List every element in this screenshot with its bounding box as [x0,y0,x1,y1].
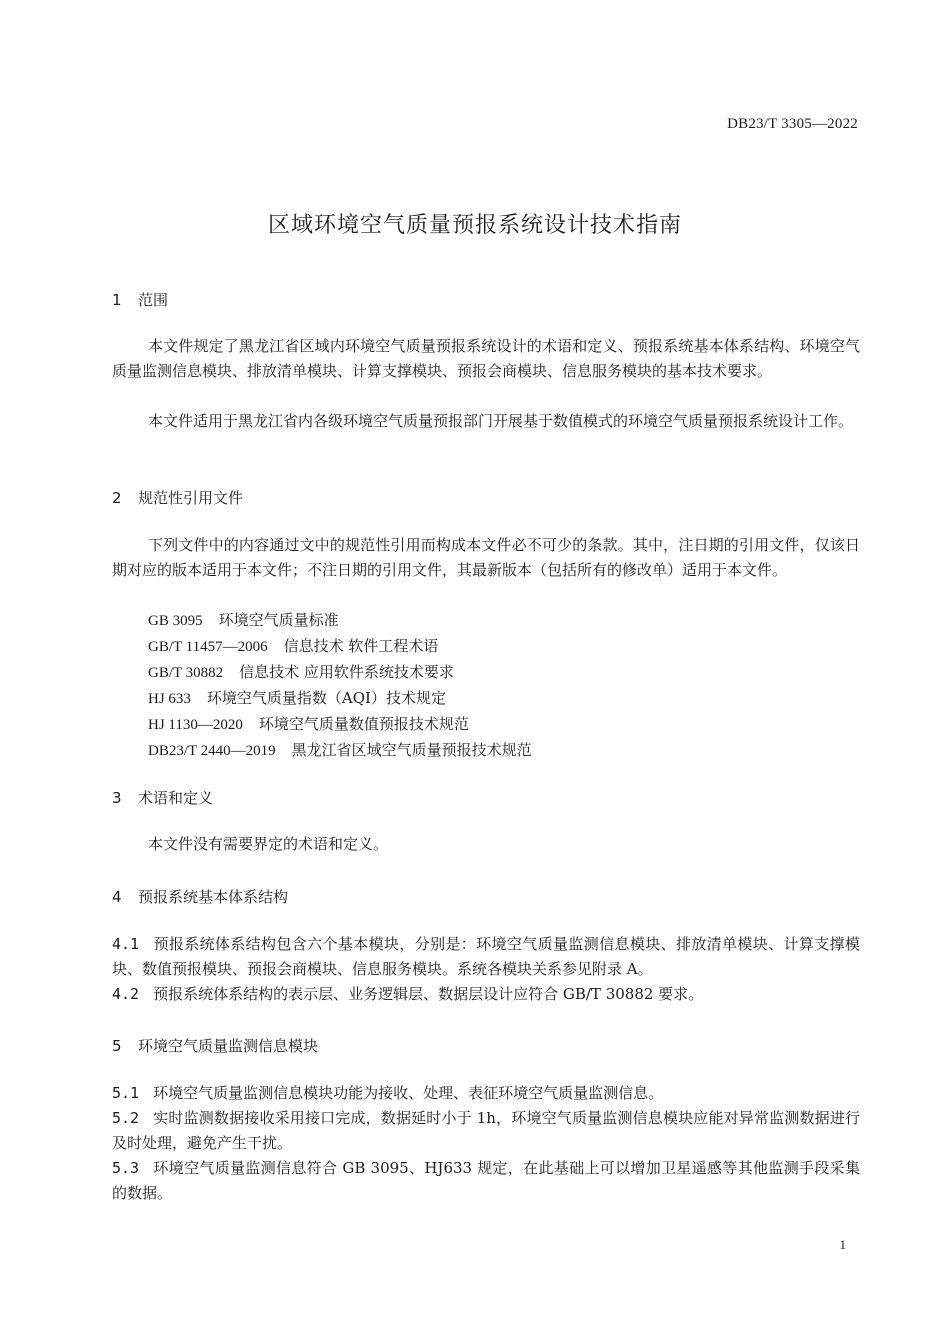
section-number: 4 [112,888,122,906]
reference-code: GB/T 11457—2006 [148,639,268,655]
clause-number: 5.2 [112,1109,140,1127]
section-1-paragraph-1: 本文件规定了黑龙江省区域内环境空气质量预报系统设计的术语和定义、预报系统基本体系结构、环境空气质量监测信息模块、排放清单模块、计算支撑模块、预报会商模块、信息服务模块的基本技术要求。 [112,337,860,380]
reference-title: 信息技术 软件工程术语 [283,637,439,655]
clause-4-1 [112,932,860,982]
section-5-heading [112,1035,318,1056]
reference-item [148,660,532,686]
reference-title: 环境空气质量指数（AQI）技术规定 [206,689,446,707]
section-number: 1 [112,291,122,309]
section-2-heading [112,487,243,508]
section-title: 预报系统基本体系结构 [138,888,289,906]
reference-code: GB 3095 [148,613,203,629]
section-3-heading [112,787,213,808]
reference-code: DB23/T 2440—2019 [148,743,276,759]
clause-4-2 [112,982,860,1007]
reference-code: GB/T 30882 [148,665,224,681]
clause-5-3 [112,1156,860,1206]
document-number: DB23/T 3305—2022 [727,116,858,132]
normative-references-list [148,608,532,764]
reference-item [148,686,532,712]
clause-5-1 [112,1081,860,1106]
section-3-paragraph-1: 本文件没有需要界定的术语和定义。 [148,835,389,853]
reference-item [148,608,532,634]
clause-number: 5.1 [112,1084,140,1102]
section-4-heading [112,886,288,907]
reference-item [148,712,532,738]
section-title: 术语和定义 [138,789,214,807]
clause-5-2 [112,1106,860,1156]
section-title: 规范性引用文件 [138,489,244,507]
section-1-paragraph-2: 本文件适用于黑龙江省内各级环境空气质量预报部门开展基于数值模式的环境空气质量预报系统设计工作。 [148,412,854,430]
section-title: 范围 [138,291,169,309]
reference-item [148,634,532,660]
section-title: 环境空气质量监测信息模块 [138,1037,319,1055]
reference-title: 环境空气质量数值预报技术规范 [258,715,469,733]
clause-number: 4.1 [112,935,140,953]
section-1-heading [112,289,168,310]
reference-title: 黑龙江省区域空气质量预报技术规范 [291,741,532,759]
reference-code: HJ 1130—2020 [148,717,243,733]
clause-text: 预报系统体系结构包含六个基本模块，分别是：环境空气质量监测信息模块、排放清单模块、计算支撑模块、数值预报模块、预报会商模块、信息服务模块。系统各模块关系参见附录 A。 [112,935,860,978]
reference-code: HJ 633 [148,691,191,707]
clause-number: 5.3 [112,1159,140,1177]
section-number: 2 [112,489,122,507]
clause-text: 环境空气质量监测信息模块功能为接收、处理、表征环境空气质量监测信息。 [153,1084,664,1102]
clause-text: 环境空气质量监测信息符合 GB 3095、HJ633 规定，在此基础上可以增加卫星遥感等其他监测手段采集的数据。 [112,1159,860,1202]
section-number: 3 [112,789,122,807]
page-number: 1 [839,1237,846,1252]
reference-item [148,738,532,764]
clause-number: 4.2 [112,985,140,1003]
reference-title: 环境空气质量标准 [218,611,339,629]
document-title: 区域环境空气质量预报系统设计技术指南 [267,213,682,238]
section-2-paragraph-1: 下列文件中的内容通过文中的规范性引用而构成本文件必不可少的条款。其中，注日期的引用文件，仅该日期对应的版本适用于本文件；不注日期的引用文件，其最新版本（包括所有的修改单）适用于本文件。 [112,536,860,579]
clause-text: 预报系统体系结构的表示层、业务逻辑层、数据层设计应符合 GB/T 30882 要求。 [153,985,704,1003]
reference-title: 信息技术 应用软件系统技术要求 [239,663,454,681]
clause-text: 实时监测数据接收采用接口完成，数据延时小于 1h，环境空气质量监测信息模块应能对异常监测数据进行及时处理，避免产生干扰。 [112,1109,860,1152]
section-number: 5 [112,1037,122,1055]
